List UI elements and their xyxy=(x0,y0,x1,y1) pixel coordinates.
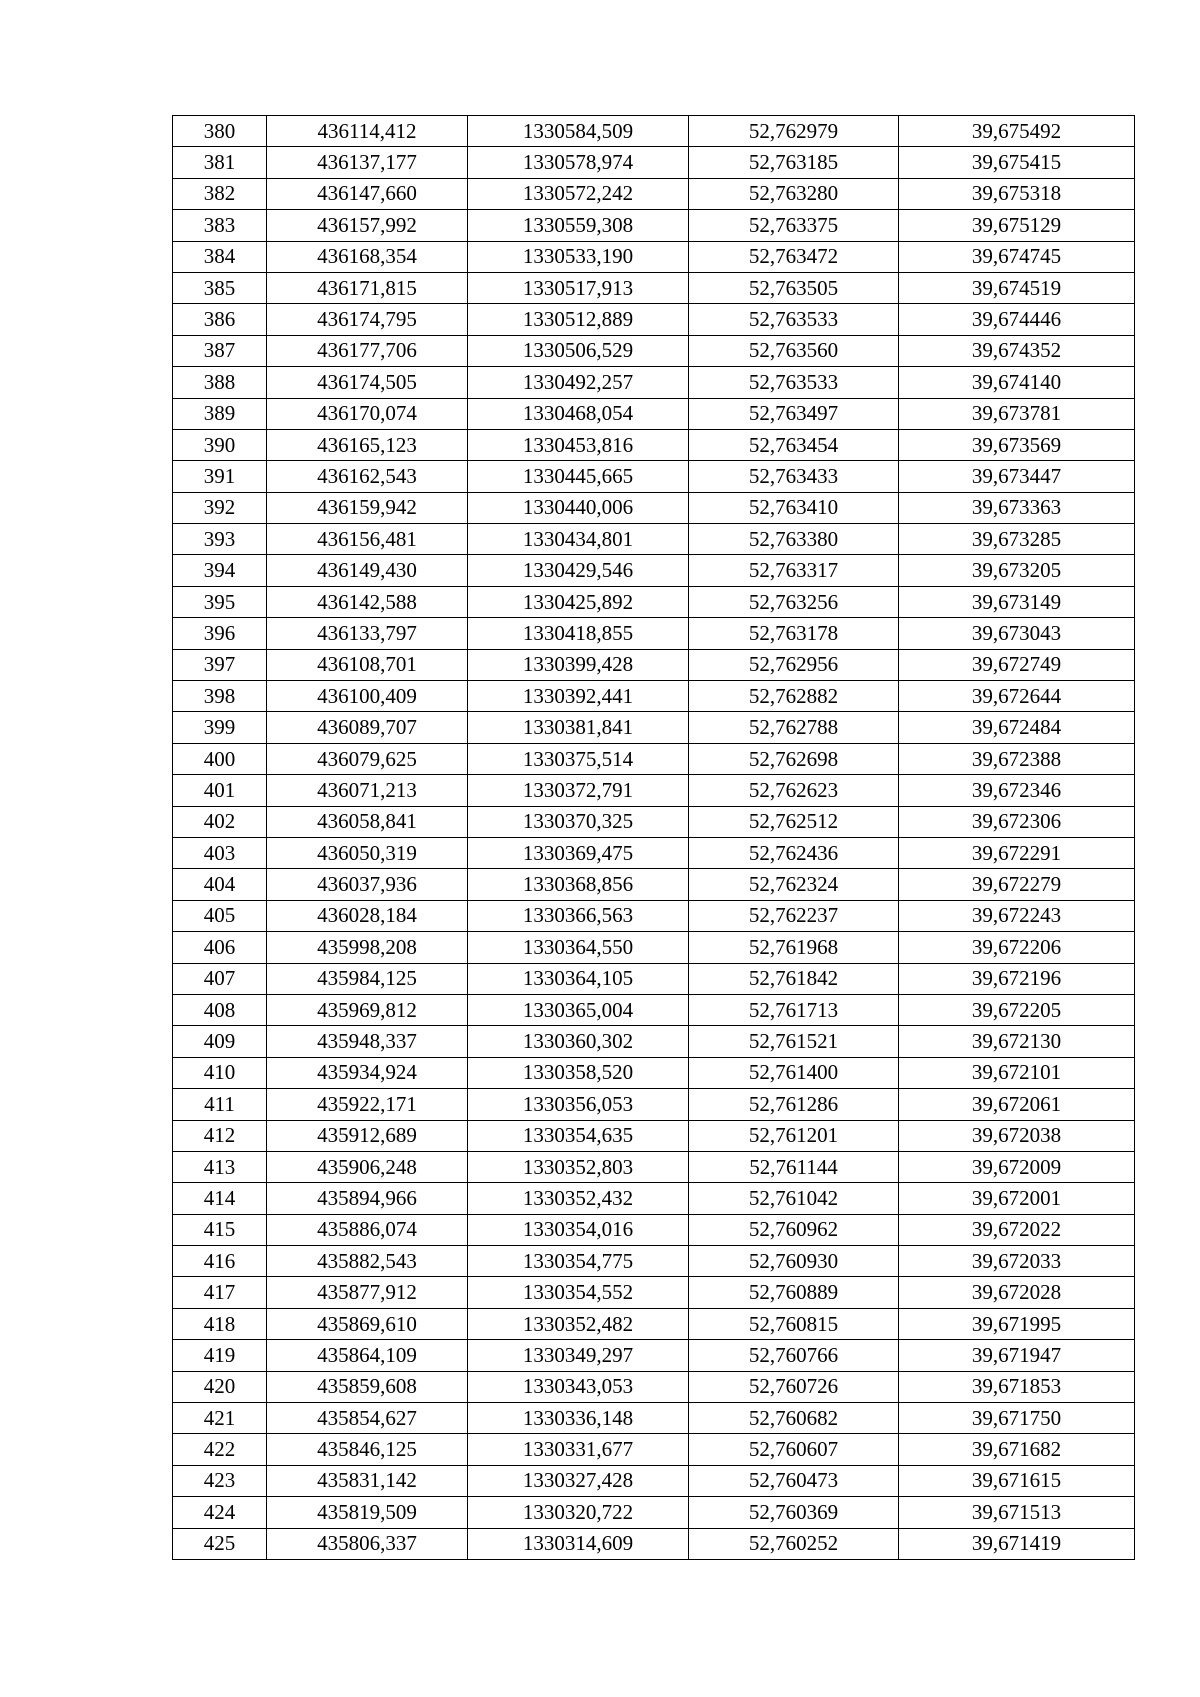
longitude-cell: 39,674140 xyxy=(899,367,1135,398)
table-row xyxy=(173,524,1135,555)
latitude-cell: 52,763497 xyxy=(689,398,899,429)
longitude-cell: 39,673205 xyxy=(899,555,1135,586)
point-number-cell: 402 xyxy=(173,806,267,837)
latitude-cell: 52,761286 xyxy=(689,1089,899,1120)
table-row xyxy=(173,900,1135,931)
point-number-cell: 413 xyxy=(173,1151,267,1182)
latitude-cell: 52,763375 xyxy=(689,210,899,241)
y-coordinate-cell: 1330578,974 xyxy=(468,147,689,178)
y-coordinate-cell: 1330343,053 xyxy=(468,1371,689,1402)
point-number-cell: 417 xyxy=(173,1277,267,1308)
longitude-cell: 39,675492 xyxy=(899,116,1135,147)
latitude-cell: 52,760726 xyxy=(689,1371,899,1402)
y-coordinate-cell: 1330320,722 xyxy=(468,1497,689,1528)
x-coordinate-cell: 435869,610 xyxy=(267,1308,468,1339)
latitude-cell: 52,762436 xyxy=(689,837,899,868)
latitude-cell: 52,760766 xyxy=(689,1340,899,1371)
table-row xyxy=(173,367,1135,398)
latitude-cell: 52,762698 xyxy=(689,743,899,774)
x-coordinate-cell: 435877,912 xyxy=(267,1277,468,1308)
y-coordinate-cell: 1330365,004 xyxy=(468,994,689,1025)
x-coordinate-cell: 436174,505 xyxy=(267,367,468,398)
latitude-cell: 52,761968 xyxy=(689,932,899,963)
point-number-cell: 383 xyxy=(173,210,267,241)
table-row xyxy=(173,335,1135,366)
longitude-cell: 39,671995 xyxy=(899,1308,1135,1339)
longitude-cell: 39,673043 xyxy=(899,618,1135,649)
point-number-cell: 411 xyxy=(173,1089,267,1120)
point-number-cell: 393 xyxy=(173,524,267,555)
y-coordinate-cell: 1330375,514 xyxy=(468,743,689,774)
x-coordinate-cell: 435886,074 xyxy=(267,1214,468,1245)
longitude-cell: 39,672009 xyxy=(899,1151,1135,1182)
longitude-cell: 39,674352 xyxy=(899,335,1135,366)
latitude-cell: 52,762882 xyxy=(689,681,899,712)
table-row xyxy=(173,1434,1135,1465)
y-coordinate-cell: 1330370,325 xyxy=(468,806,689,837)
x-coordinate-cell: 435854,627 xyxy=(267,1403,468,1434)
x-coordinate-cell: 435934,924 xyxy=(267,1057,468,1088)
x-coordinate-cell: 435922,171 xyxy=(267,1089,468,1120)
table-row xyxy=(173,492,1135,523)
y-coordinate-cell: 1330559,308 xyxy=(468,210,689,241)
latitude-cell: 52,763410 xyxy=(689,492,899,523)
longitude-cell: 39,672130 xyxy=(899,1026,1135,1057)
x-coordinate-cell: 436177,706 xyxy=(267,335,468,366)
coordinates-table-body xyxy=(173,116,1135,1560)
y-coordinate-cell: 1330352,803 xyxy=(468,1151,689,1182)
longitude-cell: 39,672749 xyxy=(899,649,1135,680)
longitude-cell: 39,672028 xyxy=(899,1277,1135,1308)
latitude-cell: 52,761842 xyxy=(689,963,899,994)
y-coordinate-cell: 1330429,546 xyxy=(468,555,689,586)
x-coordinate-cell: 436159,942 xyxy=(267,492,468,523)
latitude-cell: 52,763317 xyxy=(689,555,899,586)
table-row xyxy=(173,1089,1135,1120)
latitude-cell: 52,763505 xyxy=(689,272,899,303)
x-coordinate-cell: 436114,412 xyxy=(267,116,468,147)
point-number-cell: 406 xyxy=(173,932,267,963)
x-coordinate-cell: 436079,625 xyxy=(267,743,468,774)
y-coordinate-cell: 1330381,841 xyxy=(468,712,689,743)
latitude-cell: 52,762979 xyxy=(689,116,899,147)
longitude-cell: 39,673285 xyxy=(899,524,1135,555)
point-number-cell: 401 xyxy=(173,775,267,806)
table-row xyxy=(173,1246,1135,1277)
y-coordinate-cell: 1330336,148 xyxy=(468,1403,689,1434)
x-coordinate-cell: 435819,509 xyxy=(267,1497,468,1528)
y-coordinate-cell: 1330314,609 xyxy=(468,1528,689,1559)
table-row xyxy=(173,806,1135,837)
table-row xyxy=(173,555,1135,586)
latitude-cell: 52,762512 xyxy=(689,806,899,837)
point-number-cell: 412 xyxy=(173,1120,267,1151)
point-number-cell: 423 xyxy=(173,1465,267,1496)
x-coordinate-cell: 435984,125 xyxy=(267,963,468,994)
point-number-cell: 385 xyxy=(173,272,267,303)
y-coordinate-cell: 1330434,801 xyxy=(468,524,689,555)
point-number-cell: 394 xyxy=(173,555,267,586)
x-coordinate-cell: 436156,481 xyxy=(267,524,468,555)
table-row xyxy=(173,712,1135,743)
latitude-cell: 52,760369 xyxy=(689,1497,899,1528)
latitude-cell: 52,763472 xyxy=(689,241,899,272)
longitude-cell: 39,672206 xyxy=(899,932,1135,963)
y-coordinate-cell: 1330440,006 xyxy=(468,492,689,523)
table-row xyxy=(173,1403,1135,1434)
x-coordinate-cell: 435906,248 xyxy=(267,1151,468,1182)
table-row xyxy=(173,116,1135,147)
latitude-cell: 52,762956 xyxy=(689,649,899,680)
point-number-cell: 395 xyxy=(173,586,267,617)
point-number-cell: 388 xyxy=(173,367,267,398)
x-coordinate-cell: 436165,123 xyxy=(267,429,468,460)
y-coordinate-cell: 1330445,665 xyxy=(468,461,689,492)
latitude-cell: 52,762237 xyxy=(689,900,899,931)
x-coordinate-cell: 435806,337 xyxy=(267,1528,468,1559)
point-number-cell: 415 xyxy=(173,1214,267,1245)
point-number-cell: 390 xyxy=(173,429,267,460)
table-row xyxy=(173,649,1135,680)
y-coordinate-cell: 1330364,550 xyxy=(468,932,689,963)
point-number-cell: 424 xyxy=(173,1497,267,1528)
table-row xyxy=(173,304,1135,335)
latitude-cell: 52,762324 xyxy=(689,869,899,900)
longitude-cell: 39,672388 xyxy=(899,743,1135,774)
table-row xyxy=(173,1183,1135,1214)
y-coordinate-cell: 1330506,529 xyxy=(468,335,689,366)
longitude-cell: 39,673447 xyxy=(899,461,1135,492)
latitude-cell: 52,763533 xyxy=(689,367,899,398)
latitude-cell: 52,760607 xyxy=(689,1434,899,1465)
table-row xyxy=(173,1340,1135,1371)
longitude-cell: 39,672279 xyxy=(899,869,1135,900)
y-coordinate-cell: 1330358,520 xyxy=(468,1057,689,1088)
x-coordinate-cell: 436100,409 xyxy=(267,681,468,712)
point-number-cell: 418 xyxy=(173,1308,267,1339)
longitude-cell: 39,673149 xyxy=(899,586,1135,617)
y-coordinate-cell: 1330584,509 xyxy=(468,116,689,147)
longitude-cell: 39,672644 xyxy=(899,681,1135,712)
latitude-cell: 52,763433 xyxy=(689,461,899,492)
table-row xyxy=(173,1026,1135,1057)
table-row xyxy=(173,1277,1135,1308)
table-row xyxy=(173,1308,1135,1339)
x-coordinate-cell: 435831,142 xyxy=(267,1465,468,1496)
latitude-cell: 52,760473 xyxy=(689,1465,899,1496)
y-coordinate-cell: 1330492,257 xyxy=(468,367,689,398)
table-row xyxy=(173,1214,1135,1245)
x-coordinate-cell: 435969,812 xyxy=(267,994,468,1025)
x-coordinate-cell: 435912,689 xyxy=(267,1120,468,1151)
latitude-cell: 52,763280 xyxy=(689,178,899,209)
x-coordinate-cell: 435894,966 xyxy=(267,1183,468,1214)
latitude-cell: 52,761042 xyxy=(689,1183,899,1214)
point-number-cell: 384 xyxy=(173,241,267,272)
latitude-cell: 52,760930 xyxy=(689,1246,899,1277)
latitude-cell: 52,763380 xyxy=(689,524,899,555)
y-coordinate-cell: 1330572,242 xyxy=(468,178,689,209)
table-row xyxy=(173,210,1135,241)
x-coordinate-cell: 436170,074 xyxy=(267,398,468,429)
point-number-cell: 386 xyxy=(173,304,267,335)
x-coordinate-cell: 436149,430 xyxy=(267,555,468,586)
latitude-cell: 52,763454 xyxy=(689,429,899,460)
y-coordinate-cell: 1330425,892 xyxy=(468,586,689,617)
point-number-cell: 416 xyxy=(173,1246,267,1277)
longitude-cell: 39,671513 xyxy=(899,1497,1135,1528)
table-row xyxy=(173,1528,1135,1559)
point-number-cell: 387 xyxy=(173,335,267,366)
longitude-cell: 39,672038 xyxy=(899,1120,1135,1151)
table-row xyxy=(173,461,1135,492)
longitude-cell: 39,672022 xyxy=(899,1214,1135,1245)
x-coordinate-cell: 435859,608 xyxy=(267,1371,468,1402)
x-coordinate-cell: 436147,660 xyxy=(267,178,468,209)
x-coordinate-cell: 436108,701 xyxy=(267,649,468,680)
y-coordinate-cell: 1330352,482 xyxy=(468,1308,689,1339)
y-coordinate-cell: 1330392,441 xyxy=(468,681,689,712)
x-coordinate-cell: 436133,797 xyxy=(267,618,468,649)
y-coordinate-cell: 1330356,053 xyxy=(468,1089,689,1120)
latitude-cell: 52,762623 xyxy=(689,775,899,806)
point-number-cell: 392 xyxy=(173,492,267,523)
longitude-cell: 39,671682 xyxy=(899,1434,1135,1465)
table-row xyxy=(173,586,1135,617)
longitude-cell: 39,671419 xyxy=(899,1528,1135,1559)
y-coordinate-cell: 1330331,677 xyxy=(468,1434,689,1465)
table-row xyxy=(173,1120,1135,1151)
table-row xyxy=(173,429,1135,460)
table-row xyxy=(173,869,1135,900)
longitude-cell: 39,671947 xyxy=(899,1340,1135,1371)
point-number-cell: 408 xyxy=(173,994,267,1025)
y-coordinate-cell: 1330533,190 xyxy=(468,241,689,272)
x-coordinate-cell: 436037,936 xyxy=(267,869,468,900)
longitude-cell: 39,672033 xyxy=(899,1246,1135,1277)
x-coordinate-cell: 435882,543 xyxy=(267,1246,468,1277)
longitude-cell: 39,675129 xyxy=(899,210,1135,241)
table-row xyxy=(173,1497,1135,1528)
y-coordinate-cell: 1330354,552 xyxy=(468,1277,689,1308)
point-number-cell: 422 xyxy=(173,1434,267,1465)
longitude-cell: 39,672346 xyxy=(899,775,1135,806)
x-coordinate-cell: 436174,795 xyxy=(267,304,468,335)
y-coordinate-cell: 1330468,054 xyxy=(468,398,689,429)
table-row xyxy=(173,1371,1135,1402)
y-coordinate-cell: 1330512,889 xyxy=(468,304,689,335)
table-row xyxy=(173,241,1135,272)
latitude-cell: 52,760889 xyxy=(689,1277,899,1308)
point-number-cell: 399 xyxy=(173,712,267,743)
y-coordinate-cell: 1330418,855 xyxy=(468,618,689,649)
longitude-cell: 39,673569 xyxy=(899,429,1135,460)
longitude-cell: 39,671853 xyxy=(899,1371,1135,1402)
latitude-cell: 52,763533 xyxy=(689,304,899,335)
latitude-cell: 52,763256 xyxy=(689,586,899,617)
coordinates-table xyxy=(172,115,1135,1560)
point-number-cell: 420 xyxy=(173,1371,267,1402)
point-number-cell: 425 xyxy=(173,1528,267,1559)
x-coordinate-cell: 435948,337 xyxy=(267,1026,468,1057)
longitude-cell: 39,672101 xyxy=(899,1057,1135,1088)
longitude-cell: 39,672484 xyxy=(899,712,1135,743)
table-row xyxy=(173,681,1135,712)
table-row xyxy=(173,147,1135,178)
x-coordinate-cell: 436089,707 xyxy=(267,712,468,743)
table-row xyxy=(173,178,1135,209)
y-coordinate-cell: 1330352,432 xyxy=(468,1183,689,1214)
y-coordinate-cell: 1330354,775 xyxy=(468,1246,689,1277)
latitude-cell: 52,760682 xyxy=(689,1403,899,1434)
x-coordinate-cell: 435864,109 xyxy=(267,1340,468,1371)
longitude-cell: 39,672243 xyxy=(899,900,1135,931)
table-row xyxy=(173,994,1135,1025)
table-row xyxy=(173,837,1135,868)
point-number-cell: 380 xyxy=(173,116,267,147)
point-number-cell: 381 xyxy=(173,147,267,178)
latitude-cell: 52,761400 xyxy=(689,1057,899,1088)
table-row xyxy=(173,743,1135,774)
y-coordinate-cell: 1330453,816 xyxy=(468,429,689,460)
point-number-cell: 389 xyxy=(173,398,267,429)
y-coordinate-cell: 1330364,105 xyxy=(468,963,689,994)
longitude-cell: 39,673781 xyxy=(899,398,1135,429)
x-coordinate-cell: 436157,992 xyxy=(267,210,468,241)
x-coordinate-cell: 436071,213 xyxy=(267,775,468,806)
longitude-cell: 39,672205 xyxy=(899,994,1135,1025)
longitude-cell: 39,672061 xyxy=(899,1089,1135,1120)
longitude-cell: 39,672001 xyxy=(899,1183,1135,1214)
y-coordinate-cell: 1330354,635 xyxy=(468,1120,689,1151)
x-coordinate-cell: 436171,815 xyxy=(267,272,468,303)
point-number-cell: 410 xyxy=(173,1057,267,1088)
x-coordinate-cell: 436058,841 xyxy=(267,806,468,837)
x-coordinate-cell: 436050,319 xyxy=(267,837,468,868)
table-row xyxy=(173,618,1135,649)
longitude-cell: 39,675415 xyxy=(899,147,1135,178)
point-number-cell: 396 xyxy=(173,618,267,649)
latitude-cell: 52,762788 xyxy=(689,712,899,743)
table-row xyxy=(173,932,1135,963)
y-coordinate-cell: 1330349,297 xyxy=(468,1340,689,1371)
longitude-cell: 39,674446 xyxy=(899,304,1135,335)
table-row xyxy=(173,272,1135,303)
point-number-cell: 391 xyxy=(173,461,267,492)
latitude-cell: 52,761201 xyxy=(689,1120,899,1151)
point-number-cell: 400 xyxy=(173,743,267,774)
x-coordinate-cell: 436142,588 xyxy=(267,586,468,617)
x-coordinate-cell: 435998,208 xyxy=(267,932,468,963)
point-number-cell: 421 xyxy=(173,1403,267,1434)
point-number-cell: 409 xyxy=(173,1026,267,1057)
y-coordinate-cell: 1330368,856 xyxy=(468,869,689,900)
y-coordinate-cell: 1330366,563 xyxy=(468,900,689,931)
longitude-cell: 39,672196 xyxy=(899,963,1135,994)
y-coordinate-cell: 1330327,428 xyxy=(468,1465,689,1496)
table-row xyxy=(173,1465,1135,1496)
longitude-cell: 39,672306 xyxy=(899,806,1135,837)
point-number-cell: 403 xyxy=(173,837,267,868)
point-number-cell: 398 xyxy=(173,681,267,712)
latitude-cell: 52,760815 xyxy=(689,1308,899,1339)
y-coordinate-cell: 1330399,428 xyxy=(468,649,689,680)
latitude-cell: 52,760252 xyxy=(689,1528,899,1559)
latitude-cell: 52,761713 xyxy=(689,994,899,1025)
longitude-cell: 39,671750 xyxy=(899,1403,1135,1434)
latitude-cell: 52,761521 xyxy=(689,1026,899,1057)
longitude-cell: 39,674519 xyxy=(899,272,1135,303)
longitude-cell: 39,674745 xyxy=(899,241,1135,272)
x-coordinate-cell: 436168,354 xyxy=(267,241,468,272)
table-row xyxy=(173,963,1135,994)
y-coordinate-cell: 1330354,016 xyxy=(468,1214,689,1245)
table-row xyxy=(173,1057,1135,1088)
x-coordinate-cell: 435846,125 xyxy=(267,1434,468,1465)
point-number-cell: 404 xyxy=(173,869,267,900)
point-number-cell: 419 xyxy=(173,1340,267,1371)
longitude-cell: 39,671615 xyxy=(899,1465,1135,1496)
longitude-cell: 39,673363 xyxy=(899,492,1135,523)
y-coordinate-cell: 1330372,791 xyxy=(468,775,689,806)
point-number-cell: 407 xyxy=(173,963,267,994)
point-number-cell: 382 xyxy=(173,178,267,209)
x-coordinate-cell: 436028,184 xyxy=(267,900,468,931)
latitude-cell: 52,763560 xyxy=(689,335,899,366)
table-row xyxy=(173,775,1135,806)
x-coordinate-cell: 436162,543 xyxy=(267,461,468,492)
latitude-cell: 52,761144 xyxy=(689,1151,899,1182)
y-coordinate-cell: 1330517,913 xyxy=(468,272,689,303)
table-row xyxy=(173,1151,1135,1182)
y-coordinate-cell: 1330360,302 xyxy=(468,1026,689,1057)
latitude-cell: 52,763178 xyxy=(689,618,899,649)
y-coordinate-cell: 1330369,475 xyxy=(468,837,689,868)
latitude-cell: 52,760962 xyxy=(689,1214,899,1245)
latitude-cell: 52,763185 xyxy=(689,147,899,178)
point-number-cell: 405 xyxy=(173,900,267,931)
point-number-cell: 414 xyxy=(173,1183,267,1214)
longitude-cell: 39,672291 xyxy=(899,837,1135,868)
longitude-cell: 39,675318 xyxy=(899,178,1135,209)
point-number-cell: 397 xyxy=(173,649,267,680)
table-row xyxy=(173,398,1135,429)
x-coordinate-cell: 436137,177 xyxy=(267,147,468,178)
